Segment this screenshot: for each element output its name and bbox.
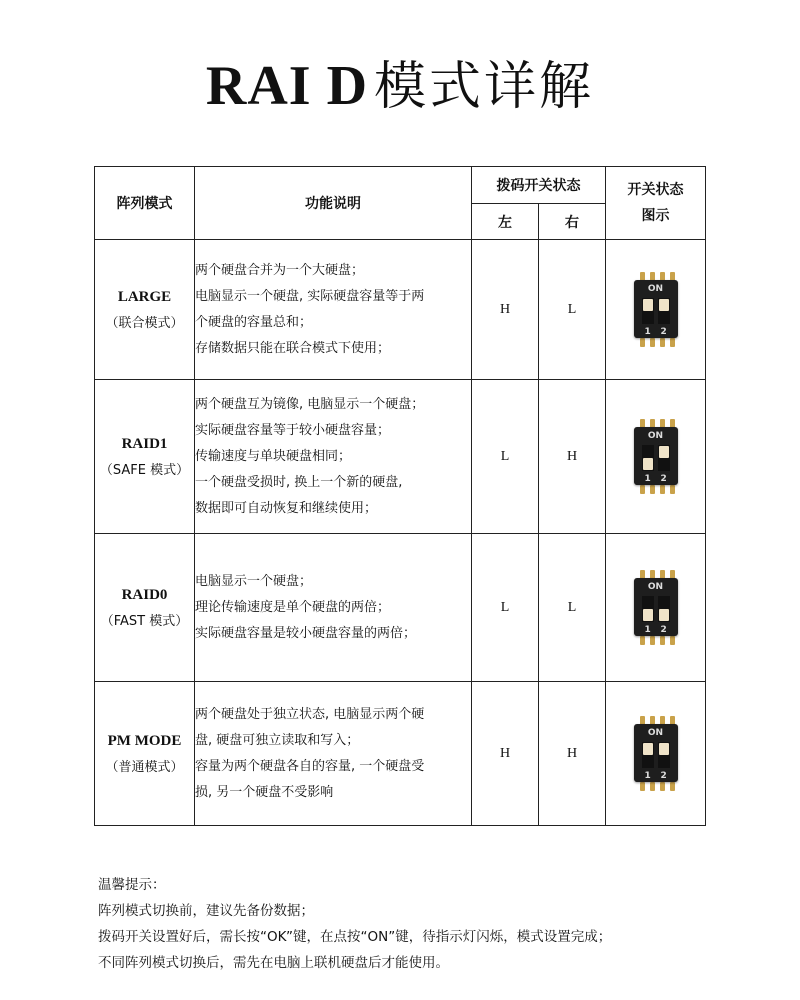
dip-switch-icon [630,270,682,350]
description-line: 两个硬盘合并为一个大硬盘； [195,262,365,278]
switch-number: 1 [644,326,651,337]
pin [660,782,665,791]
pin [640,636,645,645]
switch-image-cell [606,240,706,380]
description-line: 电脑显示一个硬盘； [195,573,313,589]
pin [650,485,655,494]
switch-knob [659,299,669,311]
description-line: 损, 另一个硬盘不受影响 [195,784,334,800]
dip-body [634,578,678,636]
tips-block [98,872,611,976]
switch-image-cell [606,380,706,534]
mode-name: RAID1 [121,435,168,452]
dip-switch-icon [630,714,682,794]
switch-number: 2 [660,770,667,781]
switch-number: 2 [660,326,667,337]
right-switch-value: H [539,380,606,534]
mode-cell [95,534,195,682]
mode-name: PM MODE [107,732,182,749]
dip-on-label: ON [647,283,664,294]
switch-number: 1 [644,473,651,484]
pin [660,338,665,347]
pin [660,636,665,645]
raid-mode-table [94,166,706,826]
table-row [95,534,706,682]
tip-line: 不同阵列模式切换后，需先在电脑上联机硬盘后才能使用。 [98,955,449,971]
left-switch-value: H [472,682,539,826]
switch-slot [642,445,654,471]
switch-knob [659,743,669,755]
header-left: 左 [472,204,539,240]
description-cell [195,682,472,826]
pin [650,782,655,791]
dip-on-label: ON [647,581,664,592]
left-switch-value: L [472,380,539,534]
table-row [95,380,706,534]
pin [640,782,645,791]
title-latin: RAI D [205,55,369,117]
mode-subtitle: （普通模式） [105,759,184,775]
switch-slot [642,596,654,622]
switch-number: 2 [660,624,667,635]
pin [650,636,655,645]
description-line: 两个硬盘处于独立状态, 电脑显示两个硬 [195,706,425,722]
switch-number: 2 [660,473,667,484]
right-switch-value: L [539,240,606,380]
switch-number: 1 [644,624,651,635]
mode-subtitle: （FAST 模式） [100,613,189,629]
dip-body [634,724,678,782]
description-line: 两个硬盘互为镜像, 电脑显示一个硬盘； [195,396,425,412]
table-row [95,240,706,380]
header-img-label: 开关状态图示 [627,182,684,224]
description-line: 个硬盘的容量总和； [195,314,313,330]
header-img [606,167,706,240]
description-line: 实际硬盘容量是较小硬盘容量的两倍； [195,625,417,641]
pin [640,485,645,494]
pin [670,782,675,791]
pin [670,485,675,494]
pin [640,338,645,347]
description-cell [195,240,472,380]
description-line: 盘, 硬盘可独立读取和写入； [195,732,360,748]
dip-body [634,427,678,485]
description-cell [195,380,472,534]
description-line: 存储数据只能在联合模式下使用； [195,340,391,356]
header-desc: 功能说明 [195,167,472,240]
header-dip: 拨码开关状态 [472,167,606,204]
mode-name: RAID0 [121,586,168,603]
switch-knob [659,446,669,458]
left-switch-value: L [472,534,539,682]
header-right: 右 [539,204,606,240]
switch-slot [658,298,670,324]
switch-knob [643,743,653,755]
description-line: 电脑显示一个硬盘, 实际硬盘容量等于两 [195,288,425,304]
mode-name: LARGE [117,288,172,305]
description-line: 理论传输速度是单个硬盘的两倍； [195,599,391,615]
description-line: 数据即可自动恢复和继续使用； [195,500,378,516]
dip-switch-icon [630,417,682,497]
switch-knob [659,609,669,621]
pin [670,338,675,347]
title-cjk: 模式详解 [374,57,595,117]
pin [660,485,665,494]
page-title [0,44,800,119]
description-cell [195,534,472,682]
switch-slot [642,742,654,768]
switch-image-cell [606,682,706,826]
tips-heading: 温馨提示： [98,877,166,893]
right-switch-value: H [539,682,606,826]
mode-cell [95,240,195,380]
table-row [95,682,706,826]
pin [650,338,655,347]
description-line: 传输速度与单块硬盘相同； [195,448,352,464]
left-switch-value: H [472,240,539,380]
mode-subtitle: （联合模式） [105,315,184,331]
switch-slot [658,445,670,471]
switch-knob [643,609,653,621]
pin [670,636,675,645]
switch-slot [658,596,670,622]
dip-body [634,280,678,338]
description-line: 容量为两个硬盘各自的容量, 一个硬盘受 [195,758,425,774]
description-line: 一个硬盘受损时, 换上一个新的硬盘, [195,474,403,490]
mode-cell [95,682,195,826]
dip-on-label: ON [647,430,664,441]
tip-line: 阵列模式切换前，建议先备份数据； [98,903,314,919]
switch-number: 1 [644,770,651,781]
switch-slot [658,742,670,768]
tip-line: 拨码开关设置好后，需长按“OK”键，在点按“ON”键，待指示灯闪烁，模式设置完成； [98,929,612,945]
mode-subtitle: （SAFE 模式） [99,462,190,478]
description-line: 实际硬盘容量等于较小硬盘容量； [195,422,391,438]
mode-cell [95,380,195,534]
dip-on-label: ON [647,727,664,738]
switch-image-cell [606,534,706,682]
dip-switch-icon [630,568,682,648]
switch-knob [643,299,653,311]
switch-slot [642,298,654,324]
right-switch-value: L [539,534,606,682]
header-mode: 阵列模式 [95,167,195,240]
switch-knob [643,458,653,470]
